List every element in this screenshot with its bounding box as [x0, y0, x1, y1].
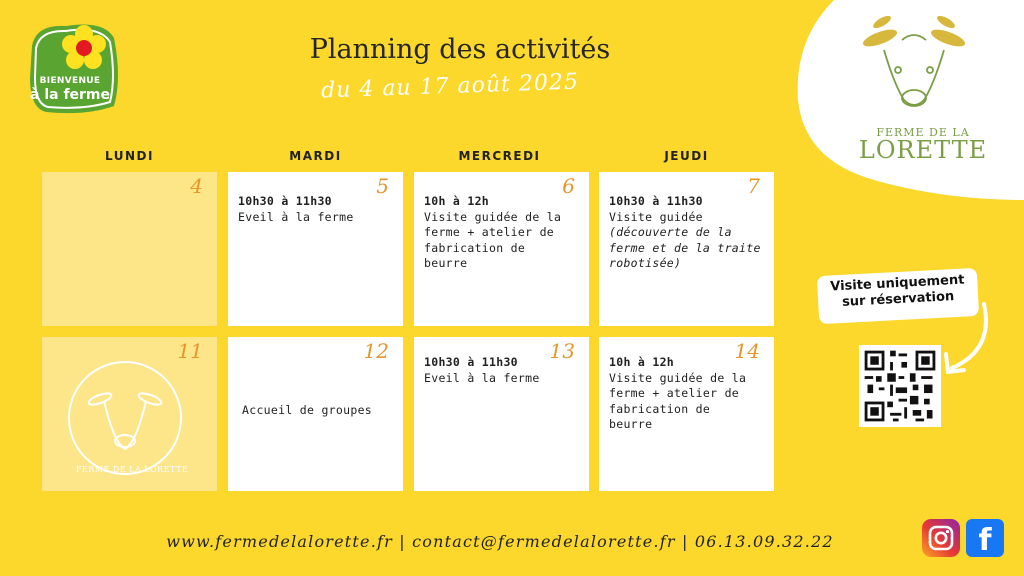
cow-watermark-icon [60, 353, 190, 483]
day-cell-7 [599, 172, 774, 326]
day-number: 5 [376, 174, 389, 198]
farm-name-big: LORETTE [858, 136, 988, 164]
activity-line: ferme + atelier de [609, 386, 740, 400]
page-subtitle: du 4 au 17 août 2025 [320, 69, 580, 104]
watermark-text: FERME DE LA LORETTE [75, 465, 189, 474]
reservation-line1: Visite uniquement [829, 272, 965, 295]
activity-line: Visite guidée [609, 209, 703, 224]
day-cell-11 [42, 337, 217, 491]
day-cell-4 [42, 172, 217, 326]
activity-line: Visite guidée de la [424, 209, 562, 224]
day-number: 4 [190, 174, 203, 198]
day-number: 12 [363, 339, 389, 363]
arrow-icon [938, 300, 994, 380]
day-number: 6 [562, 174, 575, 198]
activity-line: ferme + atelier de [424, 225, 555, 239]
day-cell-12 [228, 337, 403, 491]
activity-time: 10h à 12h [609, 355, 675, 369]
activity-line: beurre [424, 256, 468, 270]
activity-note: (découverte de la [609, 225, 732, 239]
facebook-icon[interactable]: f [966, 519, 1004, 557]
qr-code[interactable] [859, 345, 941, 427]
day-number: 7 [747, 174, 760, 198]
activity-time: 10h à 12h [424, 194, 490, 208]
day-number: 11 [177, 339, 203, 363]
day-header-mardi: MARDI [289, 149, 342, 163]
reservation-line2: sur réservation [841, 289, 955, 310]
logo-line2: à la ferme [30, 87, 111, 103]
activity-line: beurre [609, 417, 653, 431]
day-header-jeudi: JEUDI [664, 149, 709, 163]
day-header-lundi: LUNDI [105, 149, 154, 163]
day-cell-14 [599, 337, 774, 491]
activity-line: Eveil à la ferme [424, 370, 540, 385]
activity-note: robotisée) [609, 256, 682, 270]
activity-time: 10h30 à 11h30 [424, 355, 518, 369]
day-number: 13 [549, 339, 575, 363]
activity-line: Accueil de groupes [242, 403, 373, 417]
activity-line: fabrication de [609, 401, 711, 416]
day-number: 14 [734, 339, 760, 363]
page-title: Planning des activités [309, 34, 611, 65]
day-cell-6 [414, 172, 589, 326]
farm-name-small: FERME DE LA [876, 126, 970, 139]
footer-contact: www.fermedelalorette.fr | contact@fermedelalorette.fr | 06.13.09.32.22 [166, 532, 834, 551]
activity-time: 10h30 à 11h30 [609, 194, 703, 208]
activity-time: 10h30 à 11h30 [238, 194, 332, 208]
activity-line: fabrication de [424, 240, 526, 255]
activity-note: ferme et de la traite [609, 240, 761, 255]
activity-line: Visite guidée de la [609, 370, 747, 385]
day-header-mercredi: MERCREDI [458, 149, 541, 163]
day-cell-5 [228, 172, 403, 326]
instagram-icon[interactable] [922, 519, 960, 557]
farm-logo-background [794, 0, 1024, 200]
day-cell-13 [414, 337, 589, 491]
activity-line: Eveil à la ferme [238, 209, 354, 224]
logo-line1: BIENVENUE [39, 76, 101, 86]
